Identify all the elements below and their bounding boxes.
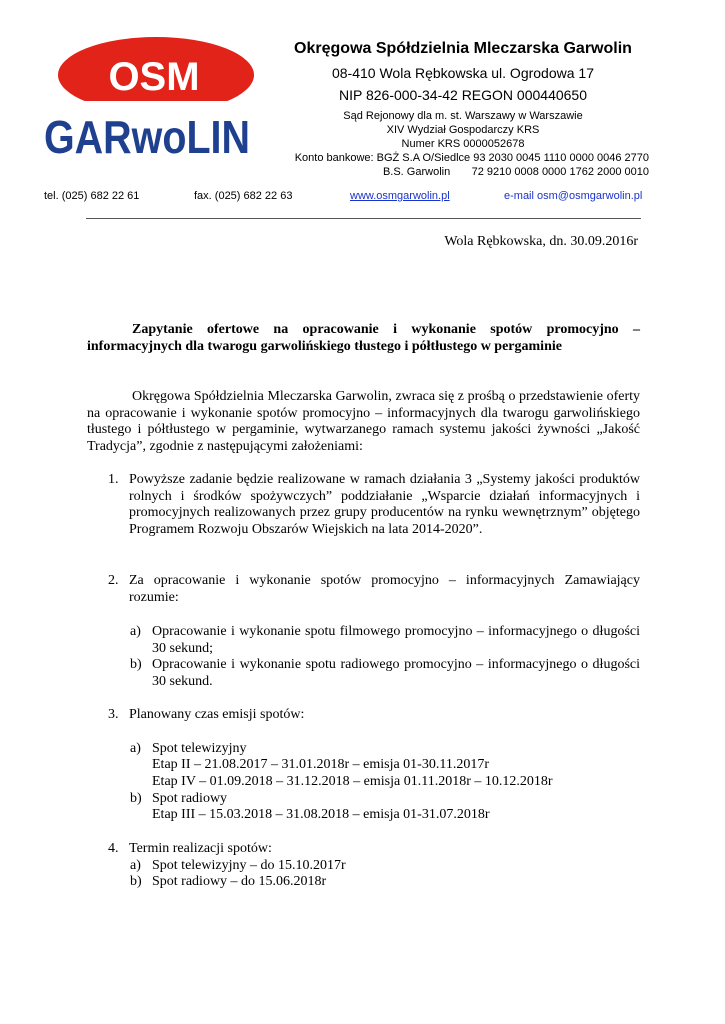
sub-item-label: a)	[130, 858, 141, 873]
sub-item-text: Opracowanie i wykonanie spotu radiowego promocyjno – informacyjnego o długości 30 sekund.	[152, 657, 640, 689]
sub-item-label: b)	[130, 874, 142, 889]
subject-text: Zapytanie ofertowe na opracowanie i wykonanie spotów promocyjno – informacyjnych dla twarogu garwolińskiego tłustego i półtłustego w pergaminie	[87, 322, 640, 354]
sub-item-label: b)	[130, 657, 142, 672]
website-link[interactable]: www.osmgarwolin.pl	[350, 190, 450, 202]
list-item-text: Termin realizacji spotów:	[129, 841, 272, 856]
list-item-3	[108, 707, 640, 724]
schedule-line: Etap IV – 01.09.2018 – 31.12.2018 – emisja 01.11.2018r – 10.12.2018r	[152, 774, 553, 789]
logo-text-top: OSM	[108, 55, 200, 99]
court-line-3: Numer KRS 0000052678	[401, 138, 525, 150]
bank-account-line-1: Konto bankowe: BGŻ S.A O/Siedlce 93 2030 0045 1110 0000 0046 2770	[294, 152, 649, 164]
list-item-number: 4.	[108, 841, 119, 856]
phone-number: tel. (025) 682 22 61	[44, 190, 140, 202]
schedule-line: Etap II – 21.08.2017 – 31.01.2018r – emisja 01-30.11.2017r	[152, 757, 489, 772]
list-item-text: Za opracowanie i wykonanie spotów promocyjno – informacyjnych Zamawiający rozumie:	[129, 573, 640, 605]
bank-account-line-2: B.S. Garwolin 72 9210 0008 0000 1762 2000 0010	[382, 166, 649, 178]
sub-item-text: Opracowanie i wykonanie spotu filmowego promocyjno – informacyjnego o długości 30 sekund;	[152, 624, 640, 656]
sub-item-label: a)	[130, 624, 141, 639]
sub-item-4a	[130, 858, 640, 875]
list-item-text: Powyższe zadanie będzie realizowane w ramach działania 3 „Systemy jakości produktów rolnych i środków spożywczych” poddziałanie „Wsparcie działań informacyjnych i promocyjnych realizowanych przez grupy producentów na rynku wewnętrznym” objętego Programem Rozwoju Obszarów Wiejskich na lata 2014-2020”.	[129, 472, 640, 537]
sub-item-2b	[130, 657, 640, 690]
sub-item-2a	[130, 624, 640, 657]
logo-text-bottom: GARwoLIN	[44, 111, 250, 163]
sub-item-3a	[130, 741, 640, 758]
sub-item-text: Spot telewizyjny	[152, 741, 247, 756]
email-link[interactable]: e-mail osm@osmgarwolin.pl	[504, 190, 643, 202]
court-line-1: Sąd Rejonowy dla m. st. Warszawy w Warszawie	[343, 110, 583, 122]
sub-item-label: b)	[130, 791, 142, 806]
intro-text: Okręgowa Spółdzielnia Mleczarska Garwolin, zwraca się z prośbą o przedstawienie oferty na opracowanie i wykonanie spotów promocyjno – informacyjnych dla twarogu garwolińskiego tłustego i półtłustego w pergaminie, wytwarzanego ramach systemu jakości żywności „Jakość Tradycja”, zgodnie z następującymi założeniami:	[87, 389, 640, 454]
date-line: Wola Rębkowska, dn. 30.09.2016r	[444, 234, 638, 249]
sub-item-text: Spot radiowy	[152, 791, 228, 806]
sub-item-text: Spot radiowy – do 15.06.2018r	[152, 874, 327, 889]
list-item-number: 3.	[108, 707, 119, 722]
company-name: Okręgowa Spółdzielnia Mleczarska Garwolin	[294, 40, 632, 57]
list-item-number: 1.	[108, 472, 119, 487]
osm-garwolin-logo	[41, 33, 253, 163]
list-item-1	[108, 472, 640, 538]
court-line-2: XIV Wydział Gospodarczy KRS	[386, 124, 540, 136]
schedule-line: Etap III – 15.03.2018 – 31.08.2018 – emisja 01-31.07.2018r	[152, 807, 490, 822]
sub-item-4b	[130, 874, 640, 891]
list-item-number: 2.	[108, 573, 119, 588]
sub-item-label: a)	[130, 741, 141, 756]
header-divider	[86, 218, 641, 219]
list-item-4	[108, 841, 640, 858]
list-item-text: Planowany czas emisji spotów:	[129, 707, 305, 722]
intro-paragraph	[87, 389, 640, 455]
list-item-2	[108, 573, 640, 606]
company-nip-regon: NIP 826-000-34-42 REGON 000440650	[338, 87, 587, 103]
company-address: 08-410 Wola Rębkowska ul. Ogrodowa 17	[331, 65, 594, 81]
subject-heading	[87, 322, 640, 355]
sub-item-text: Spot telewizyjny – do 15.10.2017r	[152, 858, 346, 873]
fax-number: fax. (025) 682 22 63	[194, 190, 293, 202]
sub-item-3b	[130, 791, 640, 808]
